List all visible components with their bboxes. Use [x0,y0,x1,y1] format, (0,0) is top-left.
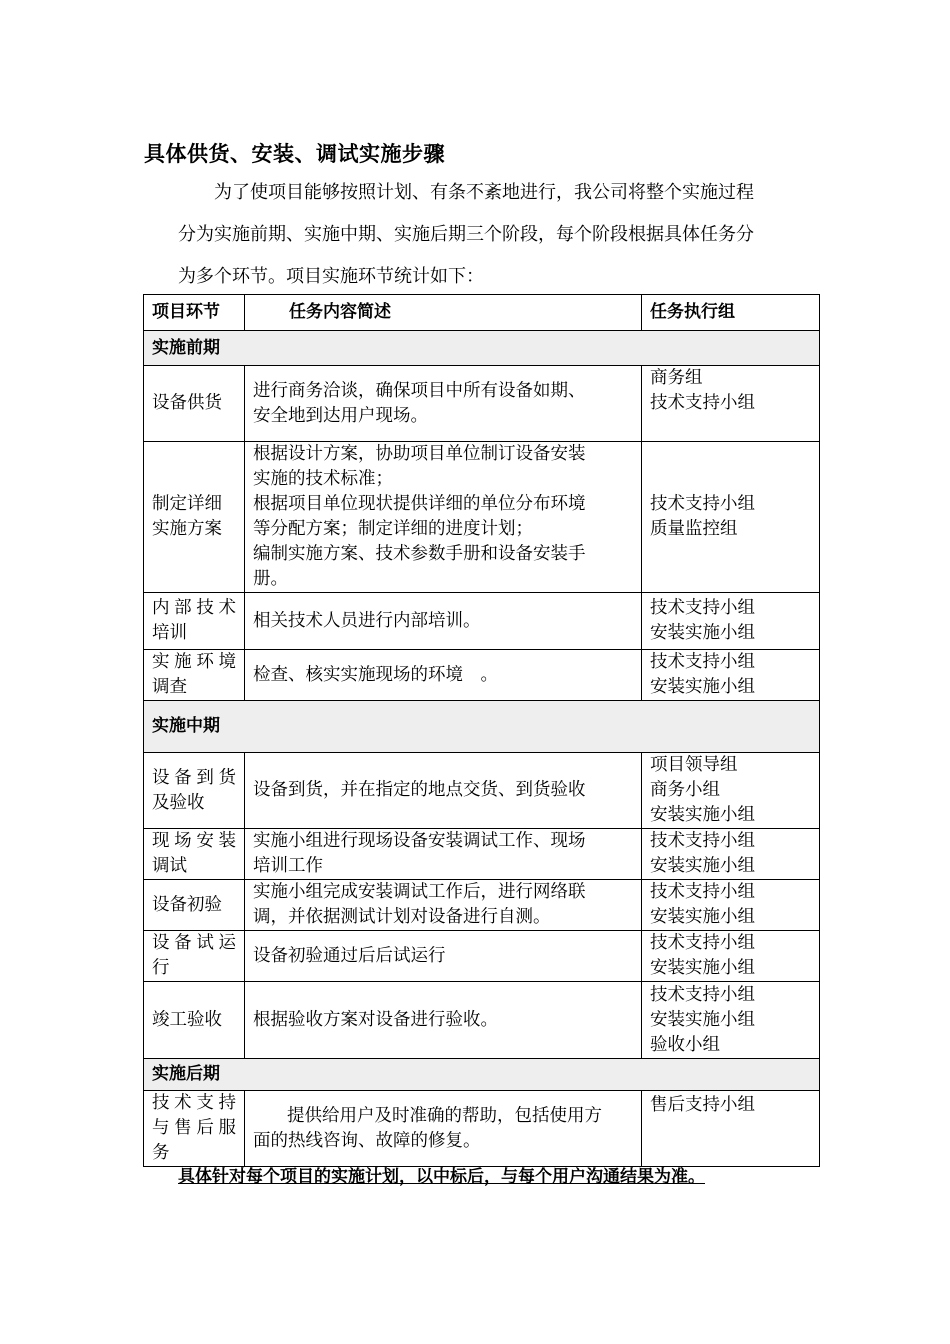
table-row [144,442,820,593]
table-row [144,880,820,931]
item-line: 行 [152,958,170,978]
task-line: 实施小组完成安装调试工作后，进行网络联 [253,882,586,902]
item-cell [144,650,245,701]
task-cell [245,982,642,1059]
group-line: 技术支持小组 [650,598,755,618]
item-cell [144,982,245,1059]
group-line: 技术支持小组 [650,882,755,902]
item-line: 与售后服 [152,1118,236,1138]
group-line: 技术支持小组 [650,984,755,1005]
task-line: 调，并依据测试计划对设备进行自测。 [253,907,551,927]
group-line: 技术支持小组 [650,393,755,413]
group-cell [642,982,820,1059]
task-line: 根据设计方案，协助项目单位制订设备安装 [253,444,586,464]
group-line: 技术支持小组 [650,494,755,514]
phase-label: 实施后期 [144,1059,820,1091]
task-line: 检查、核实实施现场的环境 。 [253,664,498,685]
task-cell [245,366,642,442]
table-row [144,829,820,880]
group-cell [642,442,820,593]
table-header-row [144,295,820,331]
phase-label: 实施前期 [144,331,820,366]
task-cell [245,829,642,880]
phase-row [144,331,820,366]
group-line: 质量监控组 [650,519,738,539]
task-cell [245,1091,642,1167]
phase-label: 实施中期 [144,701,820,753]
task-cell [245,880,642,931]
table-row [144,366,820,442]
task-line: 设备初验通过后后试运行 [253,945,446,966]
group-line: 安装实施小组 [650,623,755,643]
item-line: 设备试运 [152,933,236,953]
group-line: 验收小组 [650,1034,720,1055]
task-line: 面的热线咨询、故障的修复。 [253,1130,481,1151]
group-line: 安装实施小组 [650,958,755,978]
group-cell [642,1091,820,1167]
item-cell [144,593,245,650]
item-cell [144,442,245,593]
task-cell [245,753,642,829]
intro-line-3: 为多个环节。项目实施环节统计如下： [178,266,484,287]
item-line: 竣工验收 [152,1009,222,1030]
item-line: 调试 [152,856,187,876]
task-cell [245,650,642,701]
table-row [144,593,820,650]
item-line: 设备到货 [152,767,236,788]
item-cell [144,931,245,982]
intro-line-1: 为了使项目能够按照计划、有条不紊地进行，我公司将整个实施过程 [214,182,754,203]
item-line: 及验收 [152,792,205,813]
header-task: 任务内容简述 [245,295,642,331]
table-row [144,931,820,982]
group-line: 安装实施小组 [650,907,755,927]
item-line: 制定详细 [152,494,222,514]
group-line: 安装实施小组 [650,677,755,697]
group-cell [642,880,820,931]
item-cell [144,829,245,880]
intro-paragraph [178,172,818,298]
item-line: 务 [152,1143,170,1163]
header-item: 项目环节 [144,295,245,331]
item-line: 设备初验 [152,894,222,915]
item-line: 内部技术 [152,598,236,618]
task-line: 根据项目单位现状提供详细的单位分布环境 [253,494,586,514]
group-cell [642,366,820,442]
item-line: 设备供货 [152,393,222,413]
group-cell [642,829,820,880]
item-line: 培训 [152,623,187,643]
task-cell [245,593,642,650]
group-line: 技术支持小组 [650,652,755,672]
task-line: 实施小组进行现场设备安装调试工作、现场 [253,831,586,851]
intro-line-2: 分为实施前期、实施中期、实施后期三个阶段，每个阶段根据具体任务分 [178,224,754,245]
task-line: 相关技术人员进行内部培训。 [253,610,481,631]
group-cell [642,650,820,701]
task-line: 培训工作 [253,856,323,876]
group-line: 安装实施小组 [650,1009,755,1030]
group-line: 售后支持小组 [650,1095,755,1115]
group-line: 安装实施小组 [650,856,755,876]
item-cell [144,366,245,442]
item-line: 调查 [152,677,187,697]
table-row [144,650,820,701]
table-row [144,753,820,829]
group-cell [642,593,820,650]
table-row [144,982,820,1059]
item-line: 现场安装 [152,831,236,851]
group-line: 技术支持小组 [650,831,755,851]
task-line: 进行商务洽谈，确保项目中所有设备如期、 [253,380,586,401]
implementation-table [143,294,820,1167]
group-line: 技术支持小组 [650,933,755,953]
task-line: 册。 [253,569,288,589]
group-cell [642,931,820,982]
group-cell [642,753,820,829]
task-line: 安全地到达用户现场。 [253,405,428,426]
task-line: 编制实施方案、技术参数手册和设备安装手 [253,544,586,564]
item-cell [144,880,245,931]
footer-note: 具体针对每个项目的实施计划，以中标后，与每个用户沟通结果为准。 [178,1167,705,1187]
task-line: 设备到货，并在指定的地点交货、到货验收 [253,780,586,800]
task-line: 等分配方案；制定详细的进度计划； [253,519,533,539]
header-group: 任务执行组 [642,295,820,331]
page-title: 具体供货、安装、调试实施步骤 [144,142,445,166]
group-line: 商务组 [650,368,703,388]
task-cell [245,442,642,593]
task-line: 根据验收方案对设备进行验收。 [253,1009,498,1030]
item-line: 技术支持 [152,1093,236,1113]
task-line: 实施的技术标准； [253,469,393,489]
phase-row [144,1059,820,1091]
group-line: 商务小组 [650,780,720,800]
table-row [144,1091,820,1167]
group-line: 安装实施小组 [650,805,755,825]
phase-row [144,701,820,753]
group-line: 项目领导组 [650,755,738,775]
item-line: 实施环境 [152,652,236,672]
item-cell [144,1091,245,1167]
item-cell [144,753,245,829]
task-line: 提供给用户及时准确的帮助，包括使用方 [287,1105,602,1126]
item-line: 实施方案 [152,519,222,539]
task-cell [245,931,642,982]
